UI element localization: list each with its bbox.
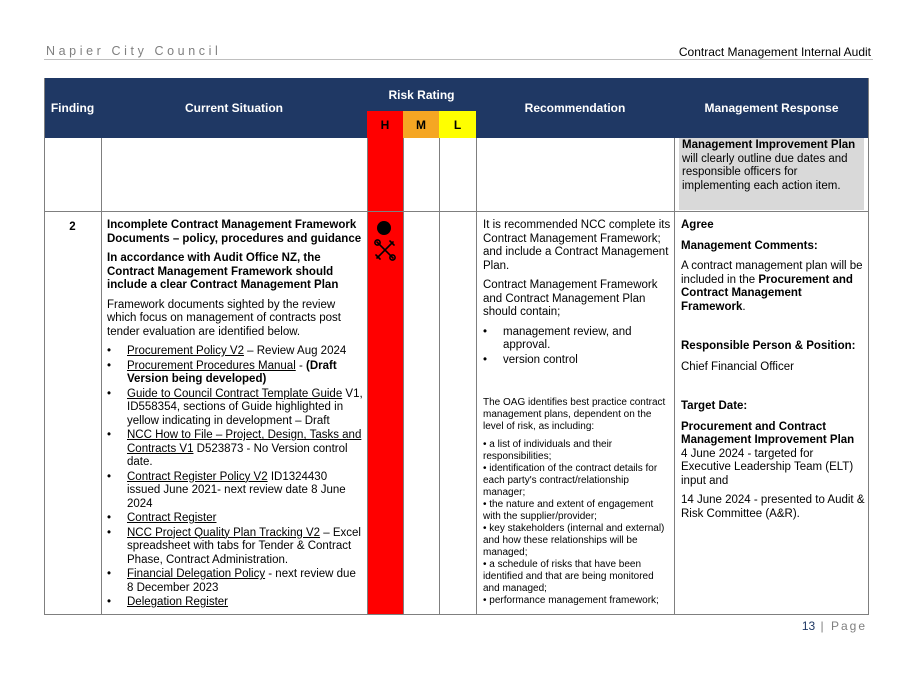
- header-document-title: Contract Management Internal Audit: [678, 45, 871, 59]
- target-date-text-2: 14 June 2024 - presented to Audit & Risk Committee (A&R).: [681, 494, 865, 520]
- rec-bullets: [483, 326, 671, 368]
- header-management-response: Management Response: [674, 78, 869, 138]
- oag-item: • a list of individuals and their responsibilities;: [483, 439, 613, 462]
- target-date-text: Procurement and Contract Management Improvement Plan 4 June 2024 - targeted for Executive Leadership Team (ELT) input and: [681, 420, 855, 487]
- finding-number: 2: [69, 221, 76, 233]
- page-footer: [802, 619, 867, 633]
- rec-bullet: • version control: [503, 354, 671, 368]
- oag-item: • identification of the contract details for each party's contract/relationship manager;: [483, 463, 658, 498]
- current-situation-cell: [107, 219, 363, 611]
- header-rule: [44, 59, 873, 60]
- doc-item: • Guide to Council Contract Template Guide V1, ID558354, sections of Guide highlighted in yellow indicating in development – Draft: [127, 388, 363, 429]
- doc-item: • Contract Register Policy V2 ID1324430 issued June 2021- next review date 8 June 2024: [127, 471, 363, 512]
- risk-header-medium: M: [403, 111, 439, 138]
- risk-header-low: L: [439, 111, 476, 138]
- finding-subtitle: In accordance with Audit Office NZ, the Contract Management Framework should include a clear Contract Management Plan: [107, 252, 339, 291]
- header-recommendation: Recommendation: [476, 78, 674, 138]
- rec-paragraph-2: Contract Management Framework and Contract Management Plan should contain;: [483, 279, 658, 318]
- prev-row-response: [679, 138, 864, 210]
- oag-intro: The OAG identifies best practice contract management plans, dependent on the level of risk, as including:: [483, 397, 666, 432]
- risk-header-high: H: [367, 111, 403, 138]
- doc-item: • Financial Delegation Policy - next review due 8 December 2023: [127, 568, 363, 595]
- target-date-label: Target Date:: [681, 400, 748, 412]
- oag-best-practice: [483, 397, 671, 607]
- header-risk-rating: Risk Rating: [367, 78, 476, 111]
- finding-title: Incomplete Contract Management Framework Documents – policy, procedures and guidance: [107, 219, 362, 245]
- prev-response-bold: Management Improvement Plan: [682, 139, 856, 151]
- doc-item: • NCC Project Quality Plan Tracking V2 – Excel spreadsheet with tabs for Tender & Contract Phase, Contract Administration.: [127, 527, 363, 568]
- risk-high-column: [367, 138, 403, 615]
- prev-response-text: will clearly outline due dates and responsible officers for implementing each action item.: [682, 152, 848, 192]
- management-response-cell: [681, 219, 866, 527]
- response-agree: Agree: [681, 219, 714, 231]
- finding-intro: Framework documents sighted by the review which focus on management of contracts post tender evaluation are identified below.: [107, 298, 341, 338]
- oag-item: • a schedule of risks that have been identified and that are being monitored and managed;: [483, 559, 654, 594]
- doc-item: • Contract Register: [127, 512, 363, 526]
- response-comments-label: Management Comments:: [681, 239, 818, 252]
- oag-item: • the nature and extent of engagement with the supplier/provider;: [483, 499, 654, 522]
- header-org-name: Napier City Council: [46, 44, 222, 58]
- framework-documents-list: [107, 345, 363, 610]
- tools-icon: [373, 238, 397, 262]
- doc-item: • NCC How to File – Project, Design, Tasks and Contracts V1 D523873 - No Version control date.: [127, 429, 363, 470]
- recommendation-cell: [483, 219, 671, 607]
- rec-bullet: • management review, and approval.: [503, 326, 671, 353]
- findings-table: [44, 78, 869, 615]
- doc-item: • Delegation Register: [127, 596, 363, 610]
- doc-item: • Procurement Policy V2 – Review Aug 2024: [127, 345, 363, 359]
- header-finding: Finding: [44, 78, 101, 138]
- oag-item: • performance management framework;: [483, 595, 659, 606]
- header-current-situation: Current Situation: [101, 78, 367, 138]
- oag-item: • key stakeholders (internal and external) and how these relationships will be managed;: [483, 523, 665, 558]
- risk-dot-icon: [377, 221, 391, 235]
- doc-item: • Procurement Procedures Manual - (Draft Version being developed): [127, 360, 363, 387]
- page-number: 13: [801, 619, 816, 633]
- responsible-person-label: Responsible Person & Position:: [681, 340, 856, 352]
- page-label: | Page: [820, 619, 867, 633]
- response-comments: A contract management plan will be included in the Procurement and Contract Management Framework.: [681, 260, 863, 313]
- responsible-person: Chief Financial Officer: [681, 360, 794, 373]
- rec-paragraph-1: It is recommended NCC complete its Contract Management Framework; and include a Contract Management Plan.: [483, 219, 671, 272]
